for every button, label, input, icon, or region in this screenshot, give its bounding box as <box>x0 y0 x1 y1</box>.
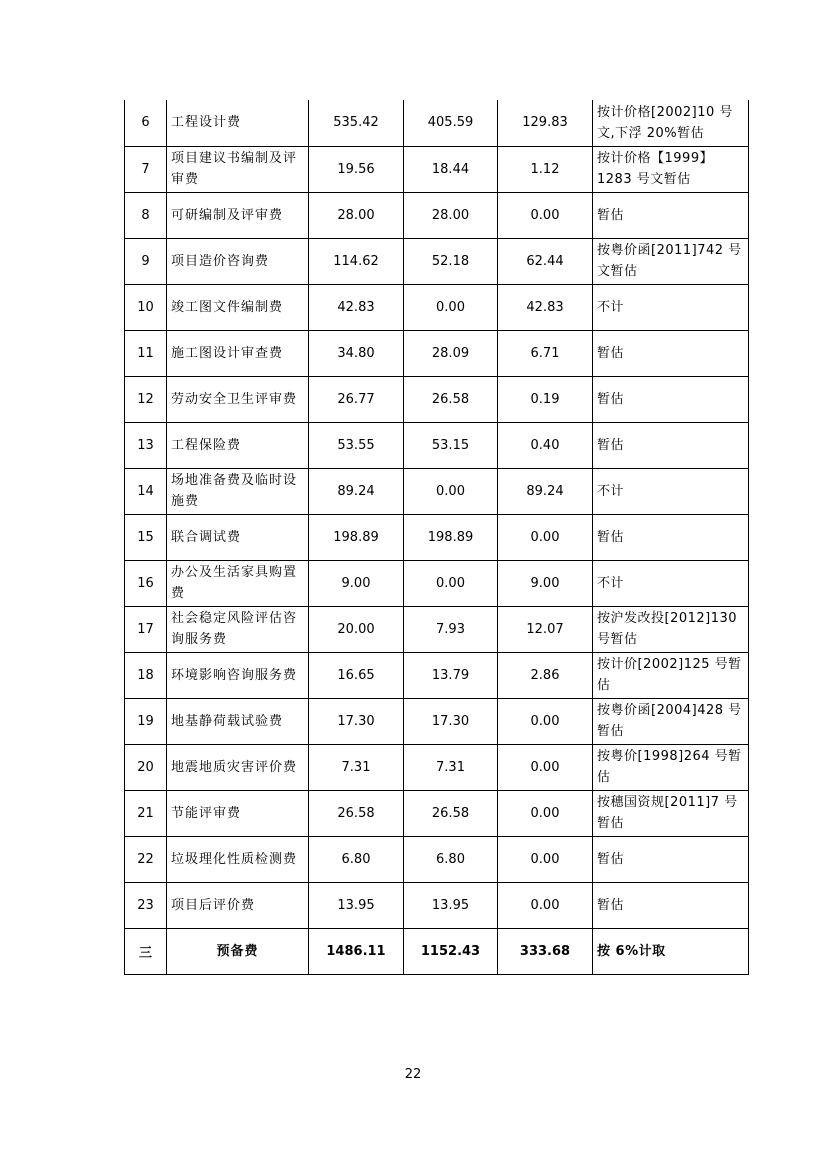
fee-item-cell: 项目建议书编制及评审费 <box>167 146 309 192</box>
amount-cell-2: 0.00 <box>404 284 498 330</box>
amount-cell-3: 0.00 <box>498 836 593 882</box>
remark-cell: 按粤价[1998]264 号暂估 <box>593 744 749 790</box>
amount-cell-3: 0.00 <box>498 744 593 790</box>
amount-cell-3: 0.40 <box>498 422 593 468</box>
amount-cell-1: 6.80 <box>309 836 404 882</box>
remark-cell: 不计 <box>593 284 749 330</box>
fee-item-cell: 环境影响咨询服务费 <box>167 652 309 698</box>
table-row <box>125 882 749 928</box>
amount-cell-1: 34.80 <box>309 330 404 376</box>
fee-item-cell: 联合调试费 <box>167 514 309 560</box>
row-number-cell: 17 <box>125 606 167 652</box>
amount-cell-2: 7.31 <box>404 744 498 790</box>
amount-cell-1: 26.58 <box>309 790 404 836</box>
row-number-cell: 7 <box>125 146 167 192</box>
summary-amount-cell-1: 1486.11 <box>309 928 404 974</box>
fee-item-cell: 工程保险费 <box>167 422 309 468</box>
table-row <box>125 238 749 284</box>
row-number-cell: 22 <box>125 836 167 882</box>
table-row <box>125 698 749 744</box>
fee-item-cell: 场地准备费及临时设施费 <box>167 468 309 514</box>
remark-cell: 暂估 <box>593 836 749 882</box>
amount-cell-3: 0.00 <box>498 698 593 744</box>
amount-cell-3: 0.00 <box>498 192 593 238</box>
table-row <box>125 100 749 146</box>
amount-cell-1: 26.77 <box>309 376 404 422</box>
fee-item-cell: 竣工图文件编制费 <box>167 284 309 330</box>
amount-cell-1: 42.83 <box>309 284 404 330</box>
summary-row-number-cell: 三 <box>125 928 167 974</box>
summary-fee-item-cell: 预备费 <box>167 928 309 974</box>
row-number-cell: 18 <box>125 652 167 698</box>
row-number-cell: 12 <box>125 376 167 422</box>
amount-cell-2: 28.00 <box>404 192 498 238</box>
amount-cell-1: 16.65 <box>309 652 404 698</box>
amount-cell-2: 0.00 <box>404 560 498 606</box>
fee-item-cell: 办公及生活家具购置费 <box>167 560 309 606</box>
fee-item-cell: 项目造价咨询费 <box>167 238 309 284</box>
amount-cell-3: 0.19 <box>498 376 593 422</box>
amount-cell-1: 7.31 <box>309 744 404 790</box>
fee-item-cell: 地基静荷载试验费 <box>167 698 309 744</box>
remark-cell: 按计价格【1999】1283 号文暂估 <box>593 146 749 192</box>
amount-cell-1: 13.95 <box>309 882 404 928</box>
amount-cell-3: 0.00 <box>498 790 593 836</box>
amount-cell-2: 13.95 <box>404 882 498 928</box>
amount-cell-3: 0.00 <box>498 882 593 928</box>
amount-cell-3: 42.83 <box>498 284 593 330</box>
table-row <box>125 652 749 698</box>
fee-item-cell: 垃圾理化性质检测费 <box>167 836 309 882</box>
amount-cell-1: 53.55 <box>309 422 404 468</box>
fee-item-cell: 节能评审费 <box>167 790 309 836</box>
table-row <box>125 606 749 652</box>
fee-item-cell: 劳动安全卫生评审费 <box>167 376 309 422</box>
amount-cell-2: 18.44 <box>404 146 498 192</box>
fee-table-body <box>125 100 749 974</box>
row-number-cell: 14 <box>125 468 167 514</box>
amount-cell-1: 114.62 <box>309 238 404 284</box>
amount-cell-1: 20.00 <box>309 606 404 652</box>
table-row <box>125 192 749 238</box>
amount-cell-3: 0.00 <box>498 514 593 560</box>
table-row <box>125 146 749 192</box>
row-number-cell: 16 <box>125 560 167 606</box>
summary-amount-cell-2: 1152.43 <box>404 928 498 974</box>
amount-cell-2: 26.58 <box>404 790 498 836</box>
summary-row <box>125 928 749 974</box>
row-number-cell: 10 <box>125 284 167 330</box>
amount-cell-2: 405.59 <box>404 100 498 146</box>
fee-item-cell: 施工图设计审查费 <box>167 330 309 376</box>
amount-cell-3: 1.12 <box>498 146 593 192</box>
row-number-cell: 11 <box>125 330 167 376</box>
row-number-cell: 19 <box>125 698 167 744</box>
fee-table <box>124 100 749 975</box>
amount-cell-2: 17.30 <box>404 698 498 744</box>
amount-cell-2: 0.00 <box>404 468 498 514</box>
row-number-cell: 6 <box>125 100 167 146</box>
table-row <box>125 790 749 836</box>
row-number-cell: 20 <box>125 744 167 790</box>
amount-cell-1: 89.24 <box>309 468 404 514</box>
remark-cell: 不计 <box>593 560 749 606</box>
remark-cell: 按粤价函[2011]742 号文暂估 <box>593 238 749 284</box>
amount-cell-2: 6.80 <box>404 836 498 882</box>
table-row <box>125 744 749 790</box>
remark-cell: 按计价[2002]125 号暂估 <box>593 652 749 698</box>
table-row <box>125 468 749 514</box>
table-row <box>125 330 749 376</box>
amount-cell-2: 53.15 <box>404 422 498 468</box>
amount-cell-2: 13.79 <box>404 652 498 698</box>
remark-cell: 按穗国资规[2011]7 号暂估 <box>593 790 749 836</box>
amount-cell-2: 52.18 <box>404 238 498 284</box>
remark-cell: 暂估 <box>593 514 749 560</box>
amount-cell-3: 89.24 <box>498 468 593 514</box>
amount-cell-2: 198.89 <box>404 514 498 560</box>
amount-cell-2: 26.58 <box>404 376 498 422</box>
table-row <box>125 836 749 882</box>
table-row <box>125 284 749 330</box>
amount-cell-3: 62.44 <box>498 238 593 284</box>
table-row <box>125 376 749 422</box>
remark-cell: 不计 <box>593 468 749 514</box>
amount-cell-2: 7.93 <box>404 606 498 652</box>
row-number-cell: 23 <box>125 882 167 928</box>
amount-cell-1: 535.42 <box>309 100 404 146</box>
row-number-cell: 21 <box>125 790 167 836</box>
table-row <box>125 422 749 468</box>
fee-item-cell: 项目后评价费 <box>167 882 309 928</box>
remark-cell: 暂估 <box>593 376 749 422</box>
page-number: 22 <box>404 1067 422 1082</box>
remark-cell: 暂估 <box>593 882 749 928</box>
row-number-cell: 13 <box>125 422 167 468</box>
remark-cell: 按粤价函[2004]428 号暂估 <box>593 698 749 744</box>
summary-amount-cell-3: 333.68 <box>498 928 593 974</box>
amount-cell-1: 19.56 <box>309 146 404 192</box>
amount-cell-3: 6.71 <box>498 330 593 376</box>
row-number-cell: 15 <box>125 514 167 560</box>
amount-cell-1: 17.30 <box>309 698 404 744</box>
amount-cell-3: 129.83 <box>498 100 593 146</box>
remark-cell: 暂估 <box>593 422 749 468</box>
amount-cell-1: 28.00 <box>309 192 404 238</box>
table-row <box>125 514 749 560</box>
fee-item-cell: 工程设计费 <box>167 100 309 146</box>
amount-cell-2: 28.09 <box>404 330 498 376</box>
fee-item-cell: 地震地质灾害评价费 <box>167 744 309 790</box>
table-row <box>125 560 749 606</box>
summary-remark-cell: 按 6%计取 <box>593 928 749 974</box>
remark-cell: 暂估 <box>593 192 749 238</box>
remark-cell: 按沪发改投[2012]130 号暂估 <box>593 606 749 652</box>
row-number-cell: 8 <box>125 192 167 238</box>
remark-cell: 按计价格[2002]10 号文,下浮 20%暂估 <box>593 100 749 146</box>
fee-item-cell: 可研编制及评审费 <box>167 192 309 238</box>
remark-cell: 暂估 <box>593 330 749 376</box>
fee-item-cell: 社会稳定风险评估咨询服务费 <box>167 606 309 652</box>
amount-cell-3: 12.07 <box>498 606 593 652</box>
amount-cell-1: 198.89 <box>309 514 404 560</box>
row-number-cell: 9 <box>125 238 167 284</box>
amount-cell-1: 9.00 <box>309 560 404 606</box>
amount-cell-3: 9.00 <box>498 560 593 606</box>
amount-cell-3: 2.86 <box>498 652 593 698</box>
